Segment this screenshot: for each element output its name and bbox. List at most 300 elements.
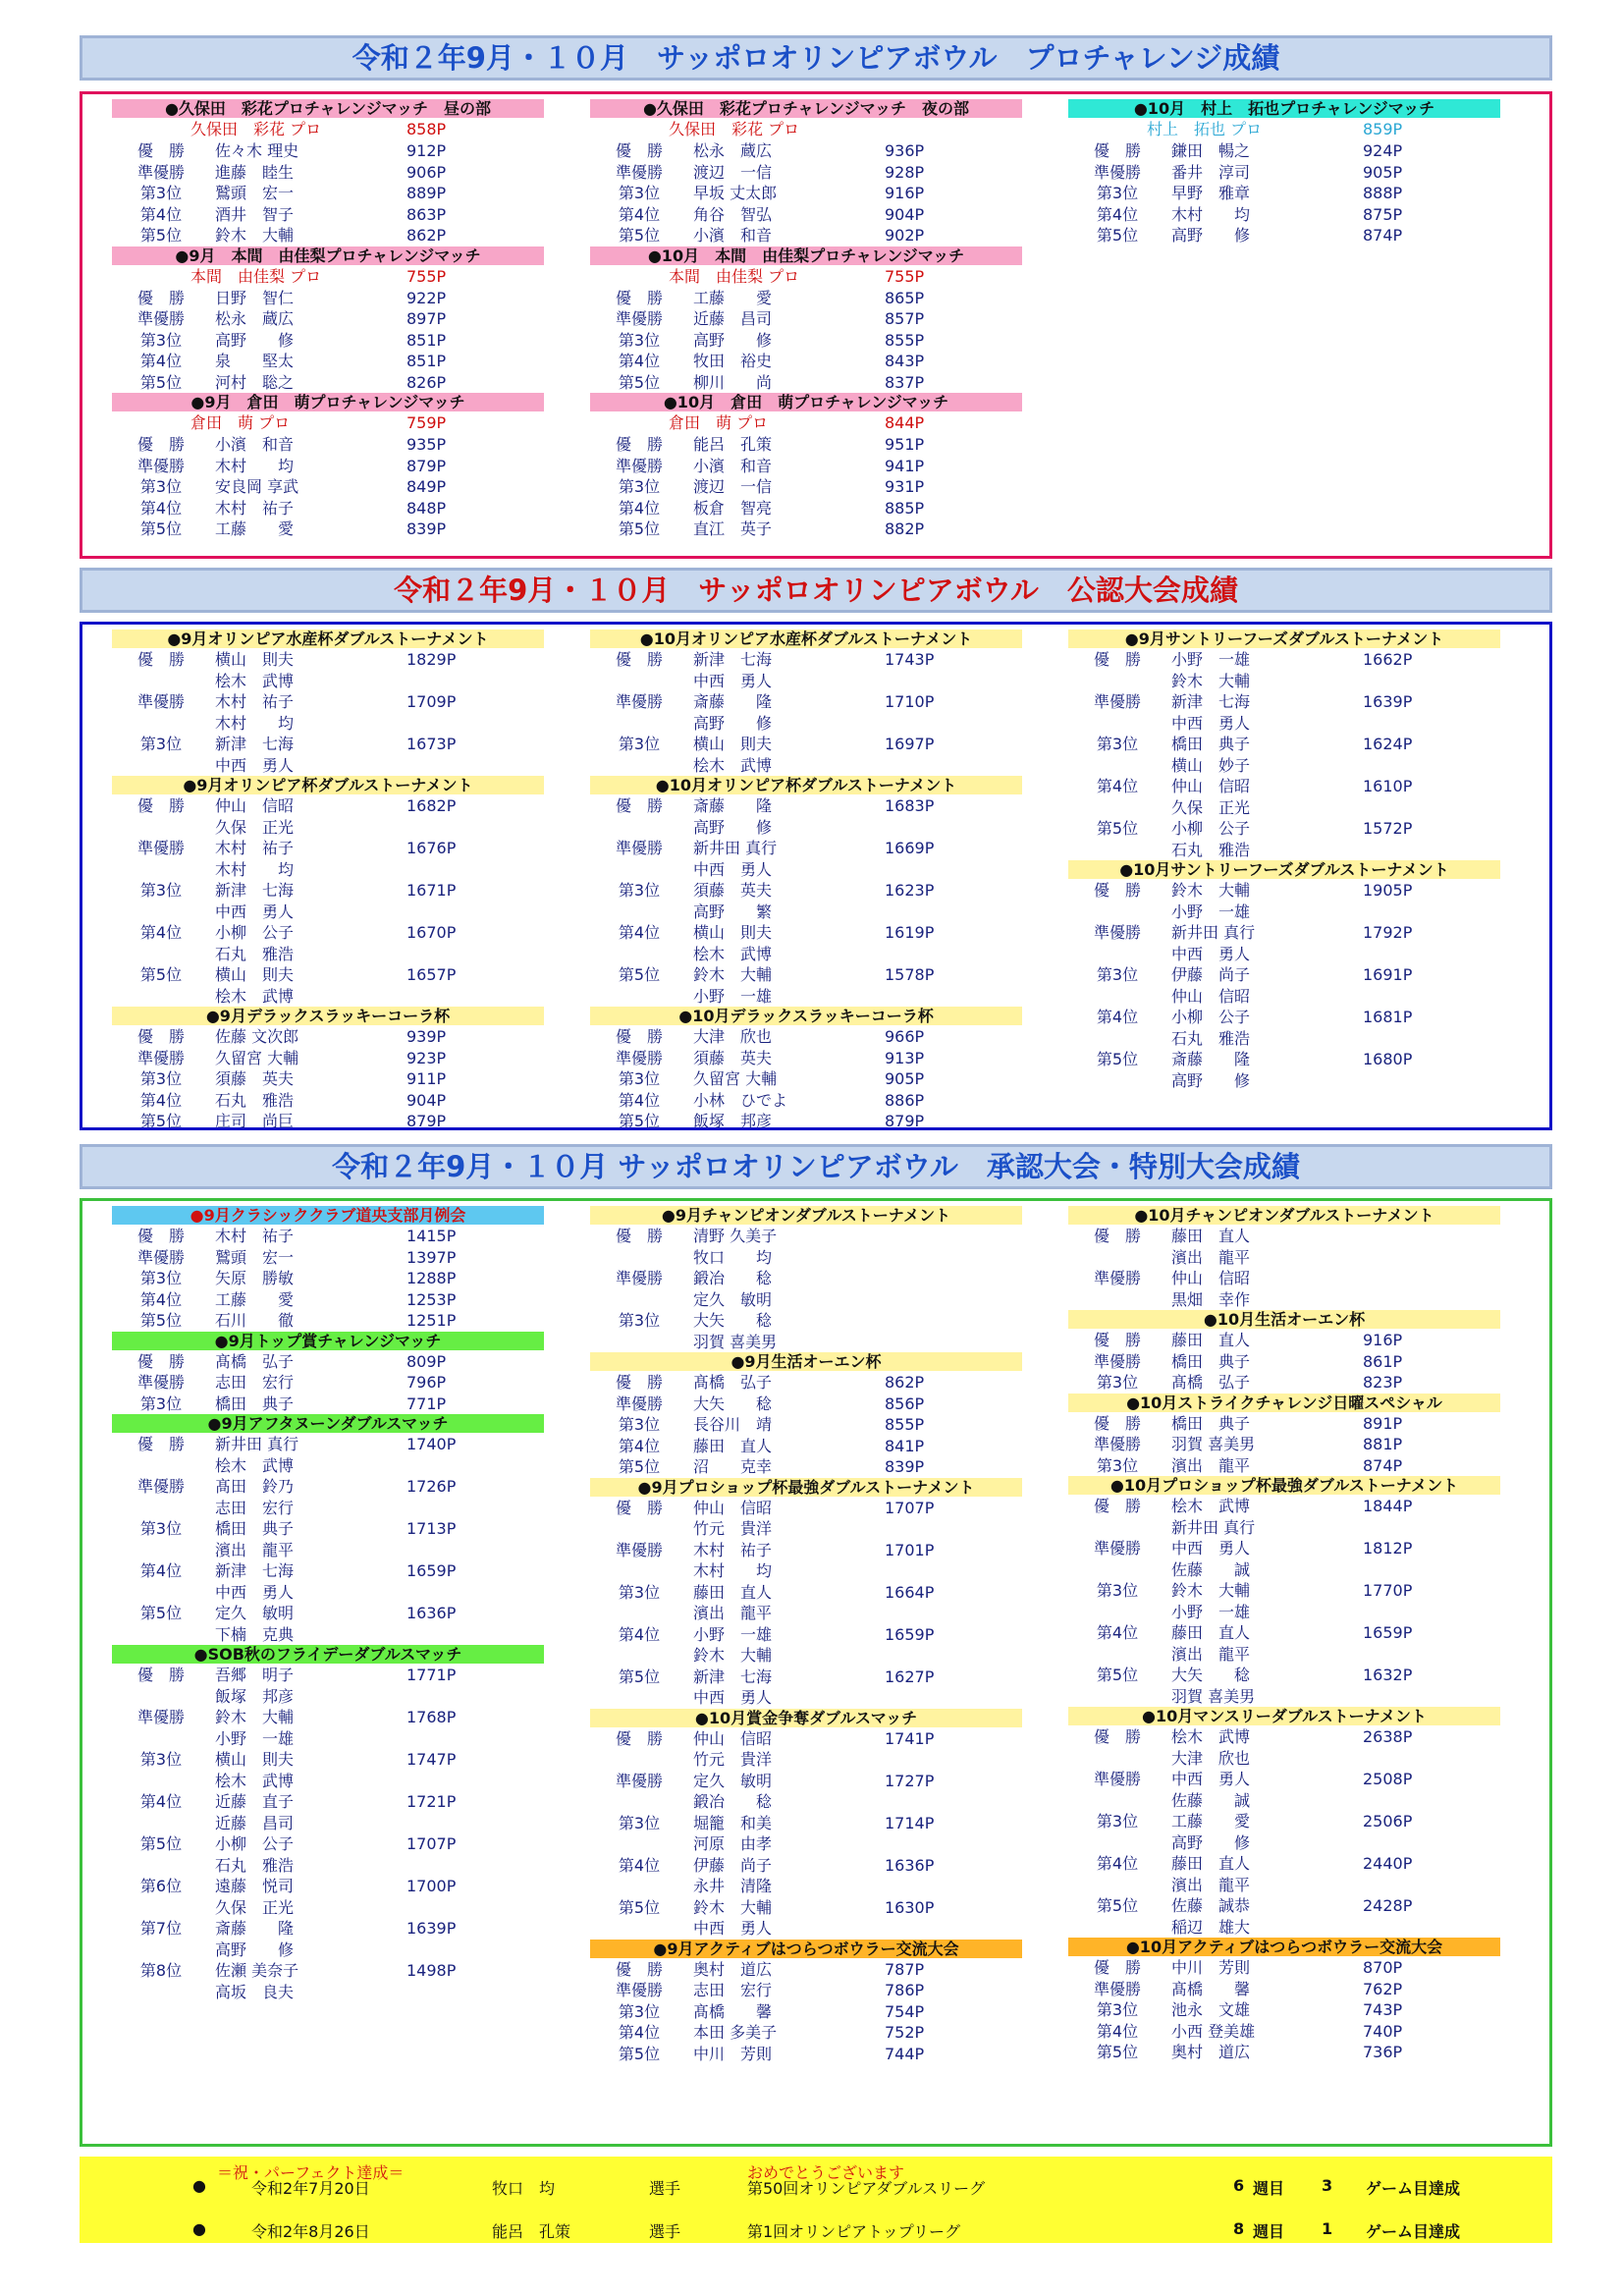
result-row: [112, 476, 544, 498]
rank-label: 第3位: [618, 1582, 661, 1602]
result-row: [1068, 649, 1500, 671]
player-name: 飯塚 邦彦: [693, 1112, 773, 1130]
player-name: 橋田 典子: [215, 1394, 295, 1413]
result-row: [1068, 183, 1500, 204]
result-row: [1068, 140, 1500, 162]
player-name: 横山 則夫: [215, 965, 295, 984]
score-value: 1657P: [406, 965, 457, 984]
player-name: 小野 一雄: [1171, 1602, 1251, 1621]
result-column: [590, 99, 1022, 540]
player-name: 奥村 道広: [693, 1959, 773, 1979]
rank-label: 優 勝: [136, 796, 185, 815]
player-name: 桧木 武博: [215, 1455, 295, 1475]
result-row: [590, 1026, 1022, 1048]
rank-label: 第5位: [139, 1834, 183, 1853]
rank-label: 第3位: [139, 477, 183, 496]
score-value: 856P: [885, 1394, 925, 1413]
result-row: [112, 1540, 544, 1561]
rank-label: 優 勝: [615, 1959, 663, 1979]
score-value: 1630P: [885, 1897, 935, 1917]
pro-score-row: [590, 412, 1022, 434]
result-column: [112, 99, 544, 540]
player-name: 桧木 武博: [693, 755, 773, 775]
rank-label: 第3位: [139, 1394, 183, 1413]
score-value: 1721P: [406, 1792, 457, 1811]
player-name: 藤田 直人: [1171, 1854, 1251, 1873]
score-value: 891P: [1363, 1413, 1403, 1433]
player-name: 濱出 龍平: [1171, 1455, 1251, 1475]
result-row: [1068, 1372, 1500, 1394]
rank-label: 準優勝: [136, 1048, 185, 1067]
player-name: 仲山 信昭: [1171, 986, 1251, 1006]
player-name: 新井田 真行: [693, 839, 778, 857]
tournament-block: [590, 1940, 1022, 2065]
result-row: [590, 1728, 1022, 1750]
result-row: [112, 1518, 544, 1540]
score-value: 1747P: [406, 1750, 457, 1769]
result-row: [1068, 2042, 1500, 2063]
tournament-block: [1068, 1310, 1500, 1394]
tournament-title: ●10月オリンピア杯ダブルストーナメント: [590, 776, 1022, 794]
score-value: 902P: [885, 226, 925, 245]
result-row: [590, 1226, 1022, 1247]
tournament-title: ●9月 本間 由佳梨プロチャレンジマッチ: [112, 246, 544, 265]
player-name: 中西 勇人: [693, 1919, 773, 1938]
result-row: [112, 1833, 544, 1855]
score-value: 1671P: [406, 881, 457, 900]
result-row: [112, 1707, 544, 1728]
player-name: 高野 繁: [693, 902, 773, 921]
rank-label: 第7位: [139, 1919, 183, 1938]
player-name: 中西 勇人: [1171, 944, 1251, 963]
player-name: 渡辺 一信: [693, 162, 773, 182]
rank-label: 準優勝: [136, 456, 185, 475]
rank-label: 第5位: [139, 226, 183, 245]
rank-label: 第3位: [1096, 1581, 1139, 1600]
player-name: 能呂 孔策: [693, 435, 773, 454]
result-row: [1068, 840, 1500, 861]
player-name: 佐々木 理史: [215, 141, 299, 160]
tournament-block: [590, 1352, 1022, 1478]
result-row: [112, 859, 544, 881]
result-row: [1068, 1070, 1500, 1092]
pro-score: 858P: [406, 120, 447, 138]
tournament-block: [112, 629, 544, 776]
result-row: [1068, 162, 1500, 184]
player-name: 濱出 龍平: [693, 1604, 773, 1622]
result-row: [112, 1498, 544, 1519]
player-name: 近藤 昌司: [693, 309, 773, 328]
player-name: 藤田 直人: [693, 1582, 773, 1602]
tournament-title: ●10月 倉田 萌プロチャレンジマッチ: [590, 393, 1022, 411]
rank-label: 第3位: [618, 1415, 661, 1434]
score-value: 1662P: [1363, 650, 1413, 669]
player-name: 木村 均: [215, 713, 295, 733]
rank-label: 優 勝: [615, 1728, 663, 1748]
result-row: [1068, 797, 1500, 819]
tournament-title: ●9月サントリーフーズダブルストーナメント: [1068, 629, 1500, 648]
score-value: 879P: [885, 1112, 925, 1130]
player-name: 高野 修: [1171, 226, 1251, 245]
week-number: 8: [1233, 2219, 1245, 2238]
result-row: [590, 1876, 1022, 1897]
tournament-block: [112, 1332, 544, 1415]
score-value: 1714P: [885, 1813, 935, 1832]
result-row: [112, 140, 544, 162]
player-name: 中西 勇人: [693, 671, 773, 690]
rank-label: 第4位: [618, 1090, 661, 1110]
result-row: [112, 1111, 544, 1132]
player-name: 早野 雅章: [1171, 184, 1251, 202]
player-name: 羽賀 喜美男: [1171, 1686, 1256, 1706]
player-name: 稲辺 雄大: [1171, 1917, 1251, 1937]
player-name: 近藤 昌司: [215, 1813, 295, 1832]
rank-label: 第4位: [1096, 777, 1139, 795]
rank-label: 第4位: [618, 923, 661, 942]
score-value: 905P: [885, 1069, 925, 1088]
player-name: 石丸 雅浩: [1171, 1028, 1251, 1048]
result-column: [112, 1206, 544, 2002]
score-value: 928P: [885, 162, 925, 182]
rank-label: 優 勝: [615, 1227, 663, 1245]
result-row: [590, 1918, 1022, 1940]
player-name: 小野 一雄: [1171, 902, 1251, 921]
rank-label: 第3位: [1096, 1455, 1139, 1475]
result-row: [1068, 1917, 1500, 1939]
rank-label: 第3位: [1096, 735, 1139, 753]
rank-label: 優 勝: [136, 1227, 185, 1245]
score-value: 857P: [885, 309, 925, 328]
score-value: 848P: [406, 498, 447, 518]
rank-label: 第3位: [139, 1069, 183, 1088]
result-row: [112, 1560, 544, 1582]
score-value: 1251P: [406, 1311, 457, 1330]
tournament-block: [112, 246, 544, 394]
player-name: 桧木 武博: [215, 671, 295, 690]
player-name: 石丸 雅浩: [215, 1090, 295, 1110]
player-name: 斎藤 隆: [693, 692, 773, 711]
rank-label: 第5位: [139, 1311, 183, 1330]
player-name: 久保 正光: [215, 817, 295, 837]
score-value: 905P: [1363, 162, 1403, 182]
result-row: [590, 1855, 1022, 1877]
player-name: 横山 則夫: [693, 735, 773, 753]
tournament-block: [590, 1007, 1022, 1132]
pro-name: 久保田 彩花 プロ: [190, 120, 322, 138]
player-name: 牧田 裕史: [693, 352, 773, 370]
player-name: 柳川 尚: [693, 372, 773, 392]
result-row: [112, 880, 544, 902]
result-row: [112, 1982, 544, 2003]
result-row: [112, 1940, 544, 1961]
score-value: 897P: [406, 309, 447, 328]
rank-label: 第4位: [618, 2023, 661, 2042]
result-row: [590, 817, 1022, 839]
tournament-block: [590, 1478, 1022, 1709]
result-column: [1068, 629, 1500, 1091]
player-name: 奥村 道広: [1171, 2043, 1251, 2061]
score-value: 874P: [1363, 1455, 1403, 1475]
rank-label: 第3位: [1096, 1812, 1139, 1831]
result-column: [590, 1206, 1022, 2064]
rank-label: 第5位: [618, 372, 661, 392]
rank-label: 第5位: [1096, 1666, 1139, 1684]
result-row: [590, 671, 1022, 692]
player-name: 須藤 英夫: [693, 881, 773, 900]
pro-score-row: [1068, 119, 1500, 140]
player-name: 堀籠 和美: [693, 1813, 773, 1832]
score-value: 1578P: [885, 965, 935, 984]
rank-label: 準優勝: [1093, 1269, 1141, 1287]
player-name: 小野 一雄: [693, 1624, 773, 1644]
player-name: 藤田 直人: [693, 1436, 773, 1455]
result-row: [1068, 1895, 1500, 1917]
rank-label: 第5位: [139, 519, 183, 538]
result-row: [590, 1111, 1022, 1132]
score-value: 882P: [885, 519, 925, 538]
result-row: [590, 1603, 1022, 1624]
result-row: [112, 1603, 544, 1624]
tournament-block: [1068, 1206, 1500, 1310]
score-value: 889P: [406, 184, 447, 202]
player-name: 高野 修: [1171, 1070, 1251, 1090]
player-name: 桧木 武博: [693, 944, 773, 963]
result-row: [590, 1394, 1022, 1415]
player-name: 橋田 典子: [1171, 1413, 1251, 1433]
score-value: 1683P: [885, 796, 935, 815]
player-name: 小野 一雄: [215, 1728, 295, 1748]
player-name: 仲山 信昭: [693, 1728, 773, 1748]
pro-score-row: [112, 412, 544, 434]
player-name: 伊藤 尚子: [693, 1855, 773, 1875]
tournament-block: [112, 1414, 544, 1645]
score-value: 863P: [406, 204, 447, 224]
score-value: 771P: [406, 1394, 447, 1413]
player-name: 下楠 克典: [215, 1624, 295, 1644]
result-row: [1068, 1644, 1500, 1666]
rank-label: 第5位: [618, 2044, 661, 2063]
player-name: 桧木 武博: [1171, 1497, 1251, 1515]
tournament-title: ●10月生活オーエン杯: [1068, 1310, 1500, 1329]
pro-score: 859P: [1363, 120, 1403, 138]
rank-label: 第5位: [618, 519, 661, 538]
player-name: 大津 欣也: [693, 1027, 773, 1046]
pro-name: 村上 拓也 プロ: [1147, 120, 1263, 138]
rank-label: 第4位: [139, 1289, 183, 1309]
result-row: [590, 691, 1022, 713]
rank-label: 優 勝: [1093, 1331, 1141, 1349]
result-row: [1068, 944, 1500, 965]
player-name: 新津 七海: [1171, 692, 1251, 711]
result-row: [112, 649, 544, 671]
tournament-title: ●10月賞金争奪ダブルスマッチ: [590, 1709, 1022, 1727]
result-row: [112, 964, 544, 986]
score-value: 951P: [885, 435, 925, 454]
rank-label: 優 勝: [615, 796, 663, 815]
player-name: 遠藤 悦司: [215, 1877, 295, 1895]
rank-label: 準優勝: [615, 309, 663, 328]
result-row: [112, 671, 544, 692]
result-row: [1068, 1268, 1500, 1289]
player-name: 河原 由孝: [693, 1834, 773, 1853]
score-value: 862P: [885, 1373, 925, 1392]
result-row: [1068, 1517, 1500, 1539]
result-row: [112, 1372, 544, 1394]
score-value: 1415P: [406, 1227, 457, 1245]
tournament-title: ●SOB秋のフライデーダブルスマッチ: [112, 1645, 544, 1664]
result-row: [1068, 1622, 1500, 1644]
tournament-title: ●10月ストライクチャレンジ日曜スペシャル: [1068, 1394, 1500, 1412]
rank-label: 第5位: [1096, 2043, 1139, 2061]
player-name: 久保 正光: [1171, 797, 1251, 817]
result-row: [1068, 1289, 1500, 1311]
result-row: [590, 944, 1022, 965]
rank-label: 第5位: [618, 965, 661, 984]
score-value: 1700P: [406, 1877, 457, 1895]
player-name: 佐藤 誠: [1171, 1559, 1251, 1579]
rank-label: 第5位: [618, 1112, 661, 1130]
player-name: 藤田 直人: [1171, 1623, 1251, 1642]
result-column: [1068, 1206, 1500, 2063]
player-name: 斎藤 隆: [693, 796, 773, 815]
score-value: 1610P: [1363, 777, 1413, 795]
result-row: [1068, 1726, 1500, 1748]
player-name: 石丸 雅浩: [215, 1855, 295, 1875]
perfect-event: 第1回オリンピアトップリーグ: [747, 2222, 961, 2241]
score-value: 874P: [1363, 226, 1403, 245]
player-name: 濱出 龍平: [215, 1540, 295, 1559]
score-value: 1681P: [1363, 1008, 1413, 1026]
score-value: 2506P: [1363, 1812, 1413, 1831]
result-row: [112, 288, 544, 309]
result-row: [590, 1833, 1022, 1855]
result-row: [112, 1582, 544, 1604]
rank-label: 優 勝: [615, 1498, 663, 1517]
player-name: 久留宮 大輔: [693, 1069, 778, 1088]
result-row: [1068, 1580, 1500, 1602]
rank-label: 優 勝: [136, 1666, 185, 1684]
score-value: 1639P: [1363, 692, 1413, 711]
result-row: [590, 1813, 1022, 1834]
result-row: [112, 1476, 544, 1498]
score-value: 1691P: [1363, 965, 1413, 984]
result-row: [590, 1749, 1022, 1771]
player-name: 志田 宏行: [215, 1373, 295, 1392]
player-name: 仲山 信昭: [215, 796, 295, 815]
result-row: [590, 1540, 1022, 1561]
result-row: [590, 288, 1022, 309]
result-row: [1068, 1434, 1500, 1455]
result-row: [590, 1456, 1022, 1478]
rank-label: 第3位: [139, 1269, 183, 1287]
player-name: 志田 宏行: [215, 1498, 295, 1517]
footer-center-title: おめでとうございます: [747, 2163, 905, 2182]
rank-label: 第3位: [618, 2001, 661, 2021]
result-row: [112, 944, 544, 965]
result-row: [1068, 2021, 1500, 2043]
result-row: [590, 2022, 1022, 2044]
result-row: [112, 1268, 544, 1289]
score-value: 1636P: [406, 1604, 457, 1622]
rank-label: 第4位: [139, 1090, 183, 1110]
result-row: [1068, 1686, 1500, 1708]
player-name: 鎌田 暢之: [1171, 141, 1251, 160]
result-row: [1068, 902, 1500, 923]
result-row: [112, 795, 544, 817]
player-name: 矢原 勝敏: [215, 1269, 295, 1287]
tournament-title: ●10月チャンピオンダブルストーナメント: [1068, 1206, 1500, 1225]
score-value: 1792P: [1363, 923, 1413, 942]
result-row: [590, 140, 1022, 162]
result-row: [1068, 755, 1500, 777]
rank-label: 準優勝: [615, 839, 663, 857]
pro-challenge-section: [80, 91, 1552, 559]
pro-name: 久保田 彩花 プロ: [669, 120, 800, 138]
player-name: 高野 修: [693, 713, 773, 733]
player-name: 番井 淳司: [1171, 162, 1251, 182]
tournament-block: [590, 393, 1022, 540]
result-row: [112, 713, 544, 735]
score-value: 1709P: [406, 692, 457, 711]
perfect-game-footer: [80, 2157, 1552, 2243]
score-value: 2428P: [1363, 1896, 1413, 1915]
rank-label: 準優勝: [1093, 923, 1141, 942]
bullet-icon: ●: [192, 2176, 206, 2195]
player-name: 橋田 典子: [1171, 735, 1251, 753]
score-value: 906P: [406, 162, 447, 182]
result-row: [1068, 1007, 1500, 1028]
player-name: 沼 克幸: [693, 1457, 773, 1476]
result-row: [112, 1686, 544, 1708]
rank-label: 優 勝: [1093, 1413, 1141, 1433]
result-row: [112, 986, 544, 1008]
tournament-title: ●10月アクティブはつらつボウラー交流大会: [1068, 1938, 1500, 1956]
result-row: [590, 225, 1022, 246]
rank-label: 第3位: [618, 1069, 661, 1088]
result-row: [112, 519, 544, 540]
score-value: 1627P: [885, 1667, 935, 1686]
week-label: 週目: [1253, 2222, 1285, 2241]
score-value: 1768P: [406, 1708, 457, 1726]
rank-label: 第3位: [1096, 965, 1139, 984]
rank-label: 準優勝: [136, 1708, 185, 1726]
player-name: 中西 勇人: [1171, 1539, 1251, 1558]
score-value: 922P: [406, 288, 447, 307]
perfect-player: 能呂 孔策: [492, 2222, 571, 2241]
result-row: [112, 1289, 544, 1311]
player-name: 河村 聡之: [215, 372, 295, 392]
rank-label: 優 勝: [136, 650, 185, 669]
result-row: [1068, 691, 1500, 713]
player-name: 石丸 雅浩: [215, 944, 295, 963]
result-row: [590, 1959, 1022, 1981]
result-row: [590, 1436, 1022, 1457]
player-name: 木村 均: [693, 1561, 773, 1580]
rank-label: 優 勝: [136, 1027, 185, 1046]
tournament-title: ●9月プロショップ杯最強ダブルストーナメント: [590, 1478, 1022, 1497]
player-name: 木村 祐子: [215, 692, 295, 711]
rank-label: 準優勝: [136, 1373, 185, 1392]
result-row: [112, 1351, 544, 1373]
special-tournament-section: [80, 1198, 1552, 2147]
rank-label: 優 勝: [136, 141, 185, 160]
player-name: 小野 一雄: [693, 986, 773, 1006]
score-value: 754P: [885, 2001, 925, 2021]
score-value: 1726P: [406, 1477, 457, 1496]
tournament-title: ●10月デラックスラッキーコーラ杯: [590, 1007, 1022, 1025]
player-name: 小柳 公子: [215, 923, 295, 942]
result-row: [1068, 1538, 1500, 1559]
